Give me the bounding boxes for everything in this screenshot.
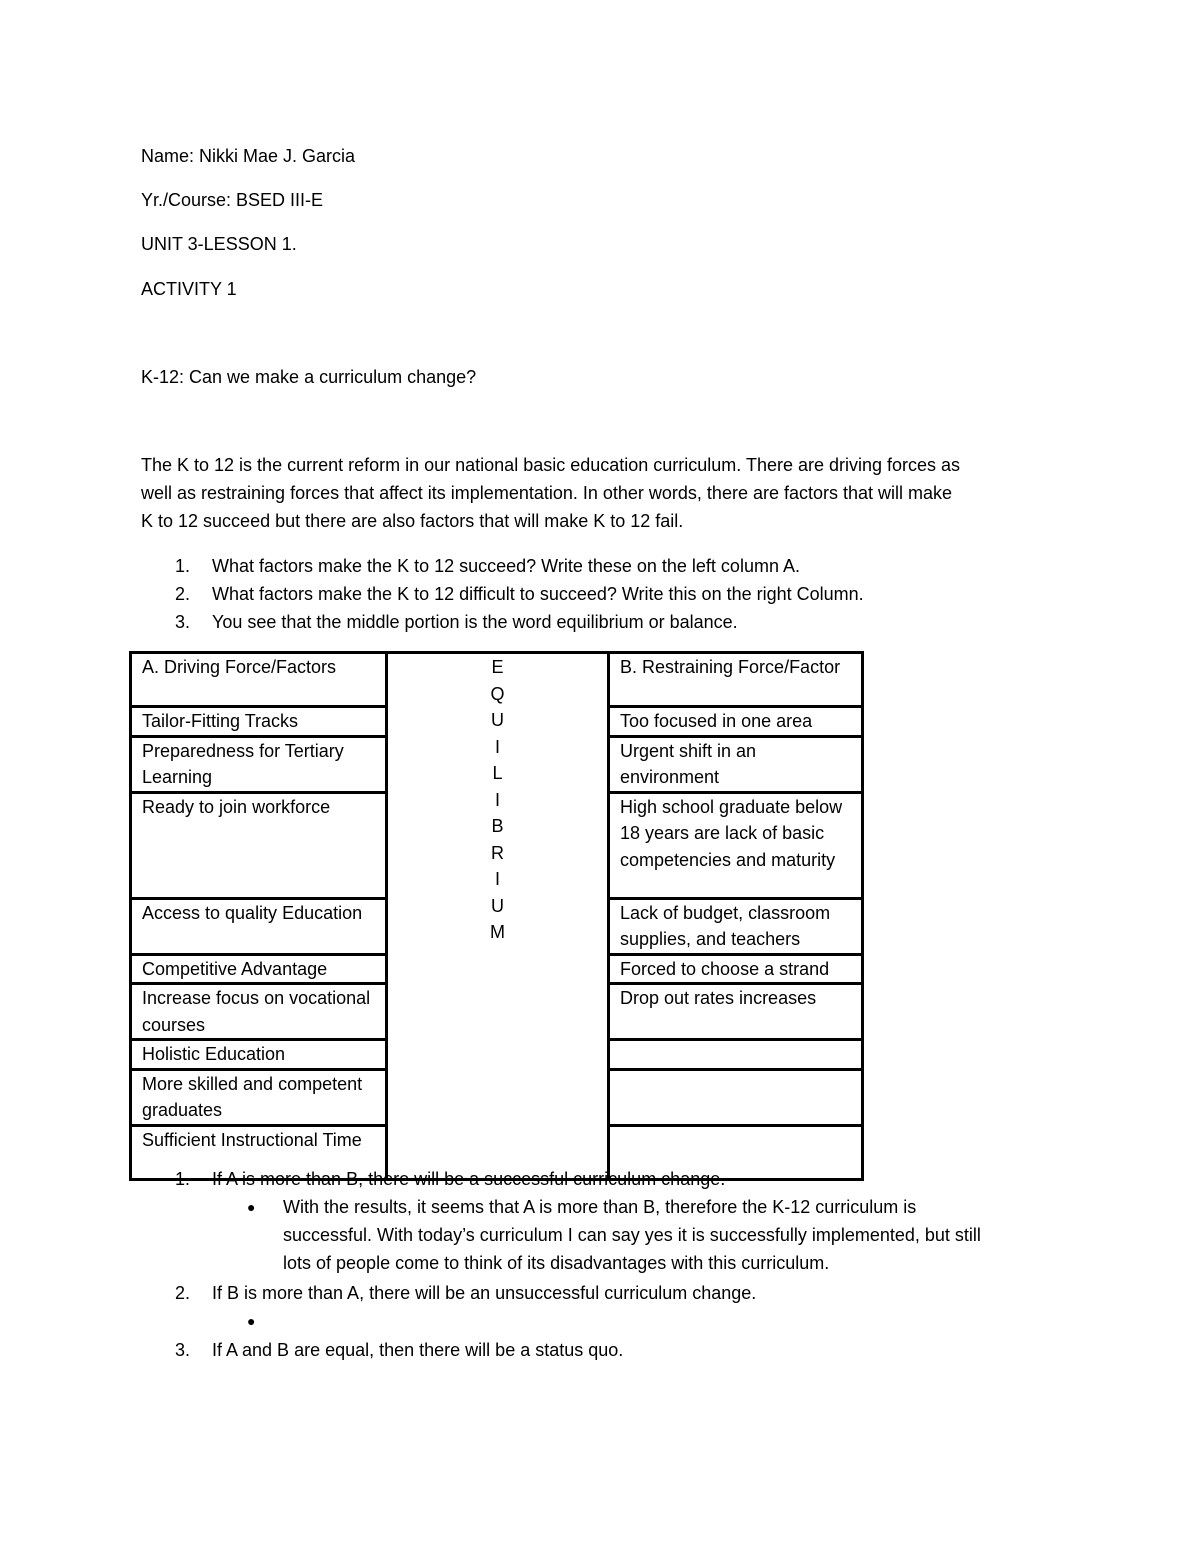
answer-line: lots of people come to think of its disadvantages with this curriculum. [283, 1253, 830, 1273]
intro-line: The K to 12 is the current reform in our national basic education curriculum. There are driving forces as [141, 455, 961, 475]
driving-factor-cell: Tailor-Fitting Tracks [131, 707, 387, 737]
student-name: Name: Nikki Mae J. Garcia [141, 146, 356, 166]
driving-factor-cell: Competitive Advantage [131, 954, 387, 984]
equilibrium-letter: R [491, 842, 504, 863]
driving-factor-cell: Increase focus on vocational courses [131, 984, 387, 1040]
restraining-factor-cell: Drop out rates increases [609, 984, 863, 1040]
equilibrium-letter: Q [490, 683, 505, 704]
question-text: What factors make the K to 12 succeed? Write these on the left column A. [212, 556, 800, 576]
driving-factor-cell: More skilled and competent graduates [131, 1069, 387, 1125]
restraining-factor-cell: Too focused in one area [609, 707, 863, 737]
restraining-factor-cell: Lack of budget, classroom supplies, and teachers [609, 898, 863, 954]
answer-line: successful. With today’s curriculum I can say yes it is successfully implemented, but still [283, 1225, 981, 1245]
driving-factor-cell: Access to quality Education [131, 898, 387, 954]
question-text: What factors make the K to 12 difficult to succeed? Write this on the right Column. [212, 584, 864, 604]
conclusion-text: If A and B are equal, then there will be a status quo. [212, 1340, 624, 1360]
equilibrium-letter: B [491, 816, 504, 836]
conclusion-number: 1. [175, 1169, 191, 1189]
driving-factor-cell: Preparedness for Tertiary Learning [131, 736, 387, 792]
equilibrium-letter: I [494, 789, 500, 810]
question-number: 1. [175, 556, 191, 576]
year-course: Yr./Course: BSED III-E [141, 190, 324, 210]
equilibrium-letter: U [491, 895, 504, 916]
header-driving-forces: A. Driving Force/Factors [131, 653, 387, 707]
restraining-factor-cell: High school graduate below 18 years are lack of basic competencies and maturity [609, 792, 863, 898]
driving-factor-cell: Ready to join workforce [131, 792, 387, 898]
conclusion-number: 2. [175, 1283, 191, 1303]
intro-line: well as restraining forces that affect its implementation. In other words, there are factors that will make [141, 483, 953, 503]
bullet-icon: ● [247, 1313, 256, 1329]
equilibrium-letter: I [494, 869, 500, 889]
answer-paragraph [283, 1193, 1063, 1277]
driving-factor-cell: Sufficient Instructional Time [131, 1125, 387, 1179]
restraining-factor-cell [609, 1040, 863, 1070]
restraining-factor-cell: Forced to choose a strand [609, 954, 863, 984]
intro-paragraph [141, 451, 1061, 535]
page-title: K-12: Can we make a curriculum change? [141, 367, 477, 387]
question-number: 2. [175, 584, 191, 604]
conclusion-number: 3. [175, 1340, 191, 1360]
answer-line: With the results, it seems that A is more than B, therefore the K-12 curriculum is [283, 1197, 917, 1217]
header-restraining-forces: B. Restraining Force/Factor [609, 653, 863, 707]
intro-line: K to 12 succeed but there are also factors that will make K to 12 fail. [141, 511, 684, 531]
equilibrium-letter: I [494, 736, 500, 757]
driving-factor-cell: Holistic Education [131, 1040, 387, 1070]
question-number: 3. [175, 612, 191, 632]
restraining-factor-cell: Urgent shift in an environment [609, 736, 863, 792]
conclusion-text: If A is more than B, there will be a successful curriculum change. [212, 1169, 726, 1189]
question-text: You see that the middle portion is the word equilibrium or balance. [212, 612, 738, 632]
activity-label: ACTIVITY 1 [141, 279, 237, 299]
bullet-icon: ● [247, 1199, 256, 1215]
restraining-factor-cell [609, 1069, 863, 1125]
equilibrium-letter: U [491, 710, 504, 730]
equilibrium-column [387, 653, 609, 1180]
force-field-table [129, 651, 864, 1181]
equilibrium-letter: M [490, 922, 505, 942]
unit-lesson: UNIT 3-LESSON 1. [141, 234, 297, 254]
equilibrium-letter: E [491, 657, 504, 677]
equilibrium-letter: L [492, 763, 503, 783]
conclusion-text: If B is more than A, there will be an unsuccessful curriculum change. [212, 1283, 757, 1303]
